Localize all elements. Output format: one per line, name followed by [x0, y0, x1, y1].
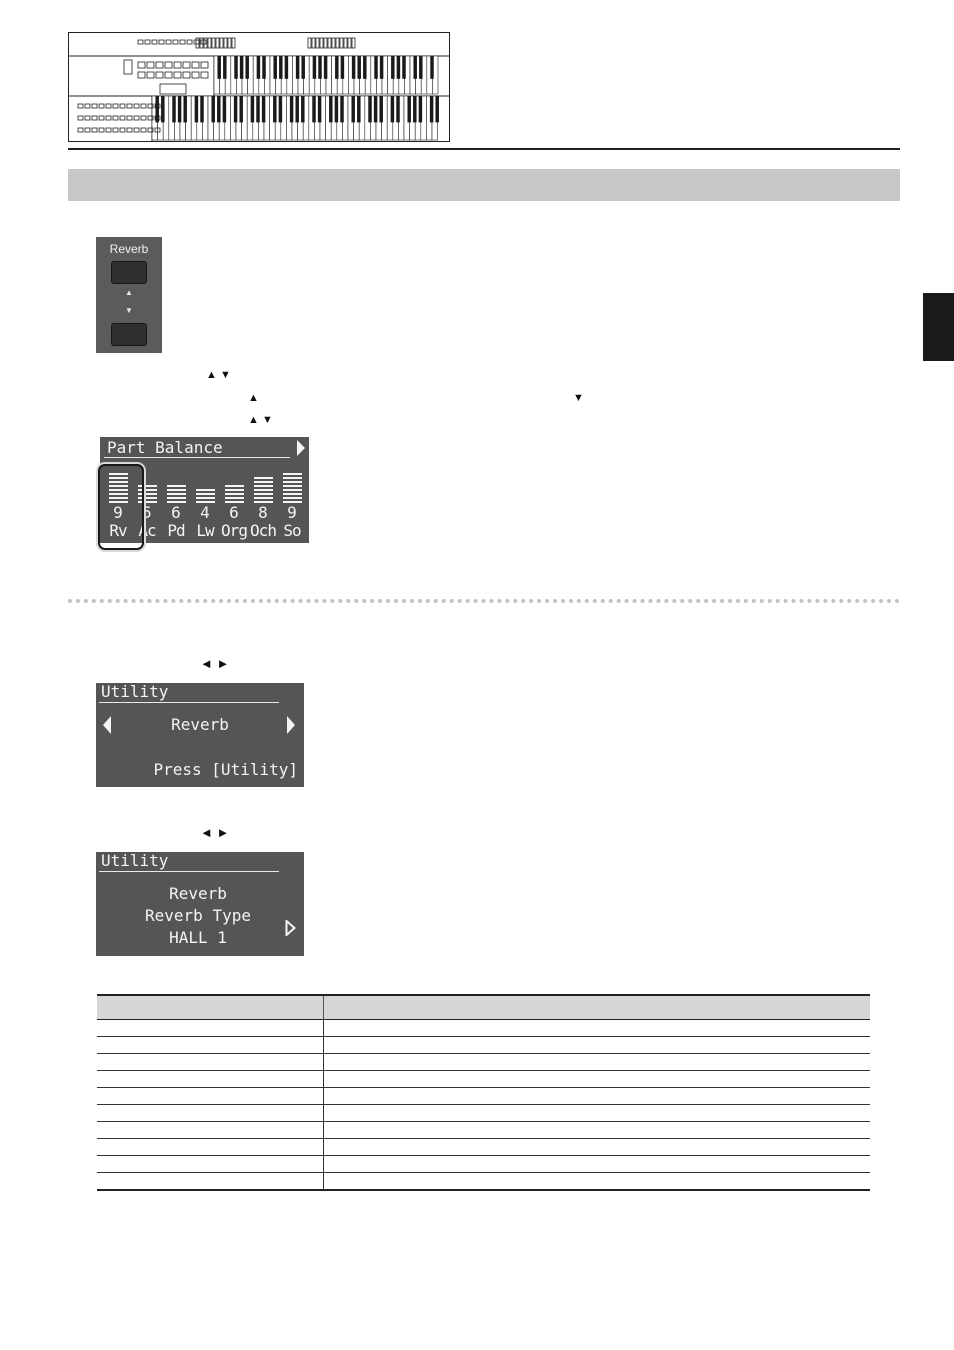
- level-bar-och: [254, 475, 273, 503]
- part-value: 9: [287, 503, 297, 522]
- section-heading-bar: [68, 169, 900, 201]
- up-down-arrows-icon: ▲ ▼: [206, 369, 231, 381]
- reverb-button-panel: [96, 237, 162, 353]
- part-value: 9: [113, 503, 123, 522]
- part-label: Och: [250, 521, 276, 540]
- table-row: [97, 1156, 870, 1173]
- table-row: [97, 1037, 870, 1054]
- reverb-label: Reverb: [109, 242, 149, 256]
- part-value: 6: [171, 503, 181, 522]
- up-down-arrows-icon: ▲ ▼: [248, 414, 273, 426]
- part-value: 8: [258, 503, 268, 522]
- level-bar-lw: [196, 487, 215, 503]
- table-row: [97, 1054, 870, 1071]
- part-label: Lw: [196, 521, 214, 540]
- part-label: Pd: [167, 521, 185, 540]
- right-triangle-outline-icon: [285, 920, 296, 936]
- screen-title: Utility: [101, 682, 169, 701]
- reverb-type-table: [97, 994, 870, 1191]
- level-bar-pd: [167, 483, 186, 503]
- organ-illustration: [68, 32, 450, 142]
- reverb-down-button[interactable]: [111, 323, 147, 346]
- left-right-arrows-icon: ◄ ►: [200, 656, 230, 671]
- table-row: [97, 1105, 870, 1122]
- part-value: 6: [229, 503, 239, 522]
- right-triangle-icon: [296, 440, 306, 456]
- up-arrow-icon: ▲: [248, 392, 259, 404]
- selected-part-highlight: [98, 464, 144, 550]
- level-bar-org: [225, 483, 244, 503]
- top-rule: [68, 148, 900, 150]
- screen-line-3: HALL 1: [169, 928, 227, 947]
- table-row: [97, 1139, 870, 1156]
- table-row: [97, 1020, 870, 1037]
- table-row: [97, 1088, 870, 1105]
- part-label: Rv: [109, 521, 127, 540]
- chapter-tab: [923, 293, 954, 361]
- reverb-down-arrow-icon: ▼: [125, 306, 133, 315]
- table-row: [97, 1122, 870, 1139]
- part-label: Org: [221, 521, 247, 540]
- press-prompt: Press [Utility]: [153, 760, 298, 779]
- part-value: 4: [200, 503, 210, 522]
- part-value: 5: [142, 503, 152, 522]
- reverb-up-arrow-icon: ▲: [125, 288, 133, 297]
- utility-menu-screen: [96, 683, 304, 787]
- screen-line-1: Reverb: [169, 884, 227, 903]
- menu-item: Reverb: [171, 715, 229, 734]
- left-right-arrows-icon: ◄ ►: [200, 825, 230, 840]
- dotted-divider: [68, 599, 900, 603]
- reverb-type-screen: [96, 852, 304, 956]
- part-label: Ac: [138, 521, 156, 540]
- table-header: [97, 994, 870, 1020]
- right-triangle-icon: [286, 716, 296, 734]
- screen-line-2: Reverb Type: [145, 906, 251, 925]
- down-arrow-icon: ▼: [573, 392, 584, 404]
- table-row: [97, 1071, 870, 1088]
- part-label: So: [283, 521, 301, 540]
- table-row: [97, 1173, 870, 1191]
- screen-title: Utility: [101, 851, 169, 870]
- level-bar-so: [283, 471, 302, 503]
- reverb-up-button[interactable]: [111, 261, 147, 284]
- screen-title: Part Balance: [107, 438, 223, 457]
